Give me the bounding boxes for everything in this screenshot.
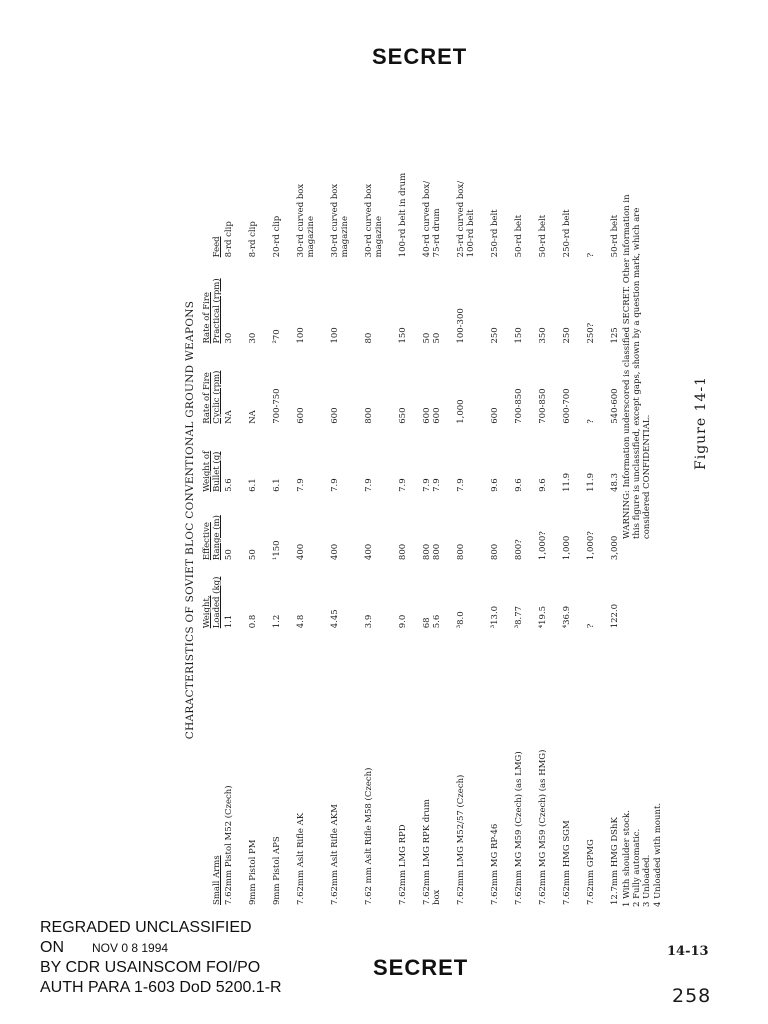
- cell-weight: ³8.0: [456, 611, 466, 629]
- regraded-line4: AUTH PARA 1-603 DoD 5200.1-R: [40, 978, 282, 996]
- table-row: [258, 167, 282, 907]
- footnote: 3 Unloaded.: [642, 854, 653, 907]
- table-title: CHARACTERISTICS OF SOVIET BLOC CONVENTIONAL GROUND WEAPONS: [184, 300, 196, 740]
- cell-name: 7.62mm Pistol M52 (Czech): [224, 785, 234, 905]
- table-row: [442, 167, 476, 907]
- cell-weight: 68 5.6: [422, 614, 442, 629]
- cell-name: 7.62 mm Aslt Rifle M58 (Czech): [364, 767, 374, 905]
- cell-weight: 4.45: [330, 609, 340, 629]
- cell-cyclic: ?: [586, 419, 596, 424]
- cell-weight: ?: [586, 623, 596, 629]
- cell-practical: 100: [330, 327, 340, 344]
- regraded-stamp: [40, 918, 282, 997]
- cell-practical: ²70: [272, 329, 282, 344]
- cell-bullet: 11.9: [562, 472, 572, 492]
- cell-name: 7.62mm Aslt Rifle AK: [296, 812, 306, 905]
- cell-weight: 1.2: [272, 614, 282, 629]
- cell-bullet: 6.1: [272, 478, 282, 492]
- cell-cyclic: 600: [330, 407, 340, 424]
- cell-bullet: 6.1: [248, 478, 258, 492]
- table-row: [476, 167, 500, 907]
- cell-feed: 30-rd curved box magazine: [296, 183, 316, 258]
- cell-cyclic: 600: [296, 407, 306, 424]
- footnote: 2 Fully automatic.: [632, 828, 643, 907]
- table-row: [316, 167, 350, 907]
- cell-cyclic: 1,000: [456, 399, 466, 424]
- cell-feed: 50-rd belt: [538, 214, 548, 258]
- table-row: [596, 167, 620, 907]
- cell-range: 800: [490, 543, 500, 561]
- header-feed: Feed: [212, 236, 222, 258]
- cell-name: 7.62mm MG M59 (Czech) (as HMG): [538, 749, 548, 905]
- cell-bullet: 7.9: [398, 478, 408, 492]
- cell-feed: 8-rd clip: [224, 221, 234, 258]
- table-header-row: [202, 167, 224, 907]
- table-row: [408, 167, 442, 907]
- cell-feed: 30-rd curved box magazine: [364, 183, 384, 258]
- cell-practical: 150: [398, 327, 408, 344]
- cell-practical: 100-300: [456, 308, 466, 344]
- cell-weight: 1.1: [224, 614, 234, 629]
- cell-cyclic: NA: [224, 410, 234, 424]
- cell-range: 400: [296, 543, 306, 561]
- cell-name: 9mm Pistol PM: [248, 839, 258, 905]
- footnote: 1 With shoulder stock.: [622, 810, 632, 907]
- cell-bullet: 9.6: [538, 478, 548, 492]
- cell-weight: ⁴36.9: [562, 605, 572, 629]
- cell-cyclic: 600-700: [562, 388, 572, 424]
- cell-name: 7.62mm MG RP-46: [490, 823, 500, 905]
- cell-feed: 100-rd belt in drum: [398, 172, 408, 258]
- cell-feed: 20-rd clip: [272, 215, 282, 258]
- cell-practical: 100: [296, 327, 306, 344]
- cell-feed: 50-rd belt: [514, 214, 524, 258]
- cell-cyclic: 600 600: [422, 407, 442, 424]
- cell-range: 1,000: [562, 535, 572, 561]
- cell-practical: 50 50: [422, 332, 442, 344]
- cell-name: 7.62mm Aslt Rifle AKM: [330, 804, 340, 905]
- regraded-line1: REGRADED UNCLASSIFIED: [40, 919, 252, 936]
- cell-cyclic: 540-600: [610, 388, 620, 424]
- cell-cyclic: 600: [490, 407, 500, 424]
- cell-weight: ³8.77: [514, 605, 524, 629]
- cell-feed: ?: [586, 252, 596, 258]
- table-row: [524, 167, 548, 907]
- cell-name: 7.62mm LMG RPK drum box: [422, 799, 442, 905]
- cell-feed: 250-rd belt: [562, 209, 572, 258]
- cell-weight: ⁴19.5: [538, 605, 548, 629]
- table-row: [224, 167, 234, 907]
- cell-cyclic: NA: [248, 410, 258, 424]
- cell-weight: 3.9: [364, 614, 374, 629]
- cell-range: 800: [398, 543, 408, 561]
- cell-practical: 125: [610, 327, 620, 344]
- cell-weight: 122.0: [610, 603, 620, 629]
- page-number: 14-13: [667, 944, 709, 959]
- header-range: Effective Range (m): [202, 515, 222, 561]
- rotated-table-block: [184, 125, 704, 915]
- table-row: [350, 167, 384, 907]
- cell-name: 7.62mm MG M59 (Czech) (as LMG): [514, 751, 524, 905]
- cell-cyclic: 650: [398, 407, 408, 424]
- cell-name: 7.62mm GPMG: [586, 839, 596, 905]
- table-body: [224, 167, 620, 907]
- cell-cyclic: 700-850: [538, 388, 548, 424]
- cell-weight: 0.8: [248, 614, 258, 629]
- cell-bullet: 5.6: [224, 478, 234, 492]
- cell-practical: 250: [562, 327, 572, 344]
- cell-range: 800: [456, 543, 466, 561]
- cell-range: 400: [364, 543, 374, 561]
- cell-practical: 80: [364, 332, 374, 344]
- header-small-arms: Small Arms: [212, 855, 222, 905]
- regraded-date: NOV 0 8 1994: [92, 940, 169, 955]
- cell-bullet: 7.9: [330, 478, 340, 492]
- cell-name: 12.7mm HMG DShK: [610, 817, 620, 905]
- bates-number: 258: [672, 985, 712, 1007]
- cell-range: ¹150: [272, 540, 282, 561]
- cell-feed: 30-rd curved box magazine: [330, 183, 350, 258]
- cell-weight: ³13.0: [490, 605, 500, 629]
- cell-cyclic: 700-850: [514, 388, 524, 424]
- header-cyclic: Rate of Fire Cyclic (rpm): [202, 370, 222, 424]
- table-row: [572, 167, 596, 907]
- header-bullet: Weight of Bullet (g): [202, 450, 222, 492]
- notes-block: [622, 125, 663, 907]
- cell-bullet: 11.9: [586, 472, 596, 492]
- cell-cyclic: 700-750: [272, 388, 282, 424]
- cell-weight: 4.8: [296, 614, 306, 629]
- regraded-line3: BY CDR USAINSCOM FOI/PO: [40, 959, 261, 976]
- cell-range: 3,000: [610, 535, 620, 561]
- cell-range: 800 800: [422, 543, 442, 561]
- cell-range: 800?: [514, 539, 524, 561]
- cell-practical: 350: [538, 327, 548, 344]
- cell-name: 7.62mm LMG RPD: [398, 824, 408, 905]
- cell-range: 1,000?: [586, 531, 596, 561]
- classification-stamp-bottom: SECRET: [373, 955, 469, 980]
- cell-weight: 9.0: [398, 614, 408, 629]
- cell-practical: 30: [224, 332, 234, 344]
- regraded-on-label: ON: [40, 938, 64, 956]
- table-row: [234, 167, 258, 907]
- table-row: [548, 167, 572, 907]
- cell-feed: 25-rd curved box/ 100-rd belt: [456, 180, 476, 258]
- cell-practical: 250?: [586, 322, 596, 344]
- classification-stamp-top: SECRET: [372, 44, 468, 69]
- cell-feed: 40-rd curved box/ 75-rd drum: [422, 180, 442, 258]
- header-weight: Weight, Loaded (kg): [202, 576, 222, 629]
- cell-feed: 250-rd belt: [490, 209, 500, 258]
- cell-bullet: 7.9: [296, 478, 306, 492]
- cell-practical: 150: [514, 327, 524, 344]
- cell-feed: 8-rd clip: [248, 221, 258, 258]
- cell-bullet: 7.9: [364, 478, 374, 492]
- table-row: [282, 167, 316, 907]
- cell-range: 1,000?: [538, 531, 548, 561]
- table-row: [500, 167, 524, 907]
- cell-name: 7.62mm HMG SGM: [562, 820, 572, 905]
- table-row: [384, 167, 408, 907]
- weapons-table: [202, 167, 620, 907]
- warning-note: WARNING: Information underscored is classified SECRET. Other information in this figure is unclassified, except gaps, shown by a question mark, which are considered CONFIDENTIAL.: [622, 194, 653, 539]
- cell-range: 50: [248, 549, 258, 561]
- cell-feed: 50-rd belt: [610, 214, 620, 258]
- cell-bullet: 9.6: [514, 478, 524, 492]
- cell-name: 7.62mm LMG M52/57 (Czech): [456, 774, 466, 905]
- header-practical: Rate of Fire Practical (rpm): [202, 278, 222, 344]
- footnote: 4 Unloaded with mount.: [652, 802, 663, 907]
- cell-cyclic: 800: [364, 407, 374, 424]
- cell-bullet: 9.6: [490, 478, 500, 492]
- cell-bullet: 7.9: [456, 478, 466, 492]
- cell-range: 400: [330, 543, 340, 561]
- cell-practical: 30: [248, 332, 258, 344]
- cell-practical: 250: [490, 327, 500, 344]
- cell-range: 50: [224, 549, 234, 561]
- cell-bullet: 48.3: [610, 472, 620, 492]
- cell-bullet: 7.9 7.9: [422, 478, 442, 492]
- cell-name: 9mm Pistol APS: [272, 836, 282, 905]
- figure-label: Figure 14-1: [693, 375, 709, 470]
